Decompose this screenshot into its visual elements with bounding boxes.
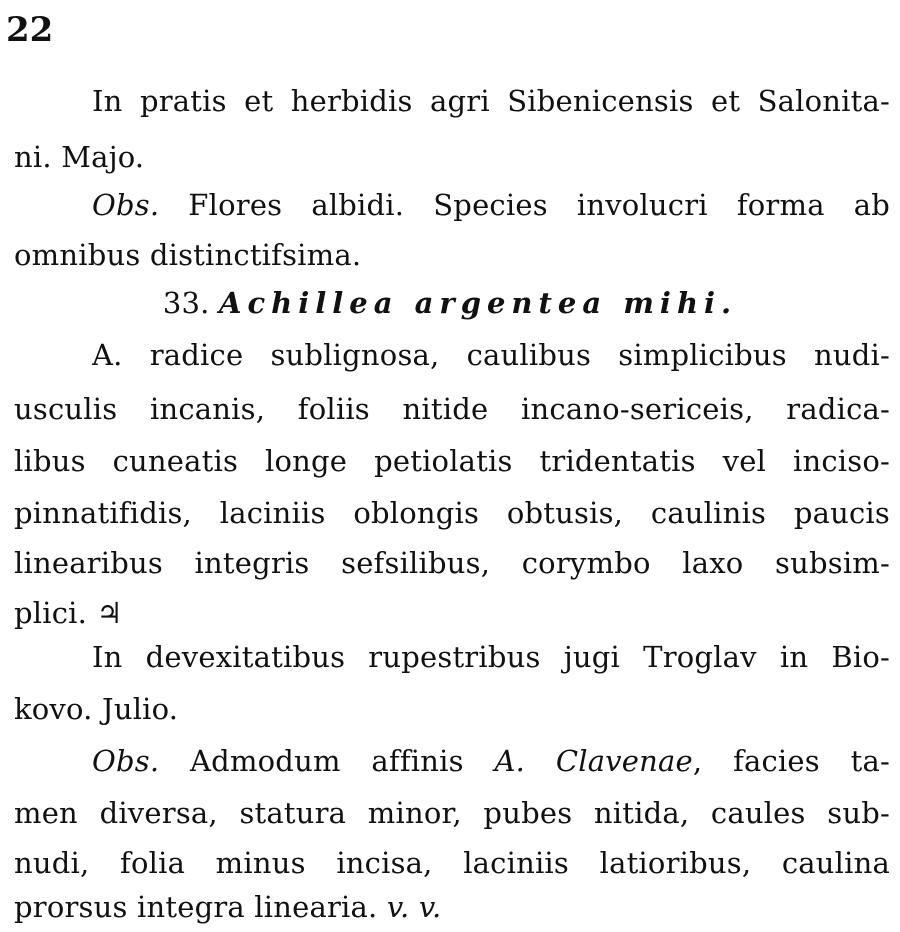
observation2-line-4: [14, 888, 890, 926]
observation-line-2: omnibus distinctifsima.: [14, 238, 362, 272]
species-number: 33.: [162, 286, 210, 320]
description-line-5: linearibus integris sefsilibus, corymbo laxo subsim-: [14, 546, 890, 580]
description-line-2: usculis incanis, foliis nitide incano-sericeis, radica-: [14, 392, 890, 426]
obs2-text-b: , facies ta-: [692, 744, 890, 778]
obs2-label: Obs.: [92, 744, 160, 778]
observation-text: Flores albidi. Species involucri forma ab: [159, 188, 890, 222]
perennial-symbol: ♃: [96, 596, 123, 630]
habitat2-line-2: kovo. Julio.: [14, 692, 179, 726]
obs2-text-a: Admodum affinis: [159, 744, 495, 778]
observation-line-1: [92, 186, 890, 224]
obs2-vv: v. v.: [386, 890, 442, 924]
obs2-end-text: prorsus integra linearia.: [14, 890, 387, 924]
obs-label: Obs.: [92, 188, 160, 222]
observation2-line-3: nudi, folia minus incisa, laciniis latioribus, caulina: [14, 846, 890, 880]
description-line-3: libus cuneatis longe petiolatis tridentatis vel inciso-: [14, 444, 890, 478]
species-heading: [0, 284, 900, 322]
habitat2-line-1: In devexitatibus rupestribus jugi Troglav in Bio-: [92, 640, 890, 674]
observation2-line-1: [92, 742, 890, 780]
description-line-6: [14, 594, 890, 632]
description-end-text: plici.: [14, 596, 88, 630]
obs2-species: A. Clavenae: [494, 744, 693, 778]
page-number: 22: [6, 10, 54, 50]
observation2-line-2: men diversa, statura minor, pubes nitida, caules sub-: [14, 796, 890, 830]
habitat-line-1: In pratis et herbidis agri Sibenicensis et Salonita-: [92, 84, 890, 118]
description-line-1: A. radice sublignosa, caulibus simplicibus nudi-: [92, 338, 890, 372]
habitat-line-2: ni. Majo.: [14, 140, 145, 174]
description-line-4: pinnatifidis, laciniis oblongis obtusis, caulinis paucis: [14, 496, 890, 530]
species-name: Achillea argentea mihi.: [219, 286, 738, 320]
